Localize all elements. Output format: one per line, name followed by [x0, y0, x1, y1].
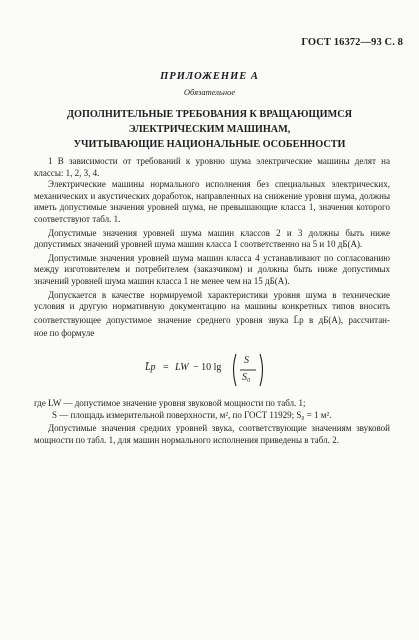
- text-line: механических и акустических доработок, направленных на снижение уровня шума, должны: [34, 190, 390, 201]
- text-line: допустимых значений уровней шума машин класса 1 соответственно на 5 и 10 дБ(А).: [34, 239, 363, 250]
- paragraph: [34, 228, 390, 251]
- text-line: Допустимые значения уровней шума машин классов 2 и 3 должны быть ниже: [48, 227, 390, 238]
- text-line: соответствуют табл. 1.: [34, 213, 121, 224]
- title-line: УЧИТЫВАЮЩИЕ НАЦИОНАЛЬНЫЕ ОСОБЕННОСТИ: [73, 139, 346, 150]
- text-line: Допускается в качестве нормируемой характеристики уровня шума в технические: [48, 289, 390, 300]
- text-line: иметь допустимые значения уровней шума, не превышающие класса 1, значения которого: [34, 202, 390, 213]
- text-line: классы: 1, 2, 3, 4.: [34, 167, 100, 178]
- section-title: [0, 107, 419, 152]
- definitions-block: [34, 398, 390, 446]
- text-line: между изготовителем и потребителем (заказчиком) и должны быть ниже допустимых: [34, 264, 390, 275]
- paragraph: [34, 179, 390, 225]
- text-line: Электрические машины нормального исполнения без специальных электрических,: [48, 179, 390, 190]
- text-line: ное по формуле: [34, 327, 95, 338]
- text-line: значений уровней шума машин класса 1 не менее чем на 15 дБ(А).: [34, 275, 290, 286]
- paragraph: [34, 156, 390, 179]
- document-code: ГОСТ 16372—93 С. 8: [301, 37, 403, 48]
- formula-numerator: S: [244, 355, 249, 366]
- formula-lhs: L̄p: [145, 362, 156, 373]
- sound-level-formula: [145, 352, 265, 388]
- title-line: ДОПОЛНИТЕЛЬНЫЕ ТРЕБОВАНИЯ К ВРАЩАЮЩИМСЯ: [67, 109, 352, 120]
- paragraph: [34, 290, 390, 340]
- formula-equals: =: [163, 362, 169, 373]
- definition-line: где LW — допустимое значение уровня звуковой мощности по табл. 1;: [34, 398, 306, 408]
- formula-denominator: S₀: [242, 372, 251, 383]
- paragraph: [34, 423, 390, 446]
- title-line: ЭЛЕКТРИЧЕСКИМ МАШИНАМ,: [128, 124, 291, 135]
- appendix-title: ПРИЛОЖЕНИЕ А: [160, 71, 259, 82]
- paragraph: [34, 253, 390, 288]
- definition-line: S — площадь измерительной поверхности, м², по ГОСТ 11929; S₀ = 1 м².: [52, 409, 332, 420]
- text-line: мощности по табл. 1, для машин нормального исполнения приведены в табл. 2.: [34, 434, 339, 445]
- text-line: 1 В зависимости от требований к уровню шума электрические машины делят на: [48, 156, 390, 166]
- text-line: Допустимые значения уровней шума машин класса 4 устанавливают по согласованию: [48, 252, 390, 263]
- body-text: [34, 156, 390, 339]
- formula-lw: LW: [175, 362, 189, 373]
- text-line: условия и другую нормативную документацию на машины конкретных типов вносить: [34, 301, 390, 312]
- formula-log-term: − 10 lg: [193, 362, 222, 373]
- text-line: соответствующее допустимое значение среднего уровня звука L̄p в дБ(А), рассчитан-: [34, 314, 390, 325]
- appendix-status: Обязательное: [183, 87, 236, 97]
- text-line: Допустимые значения средних уровней звука, соответствующие значениям звуковой: [48, 423, 390, 434]
